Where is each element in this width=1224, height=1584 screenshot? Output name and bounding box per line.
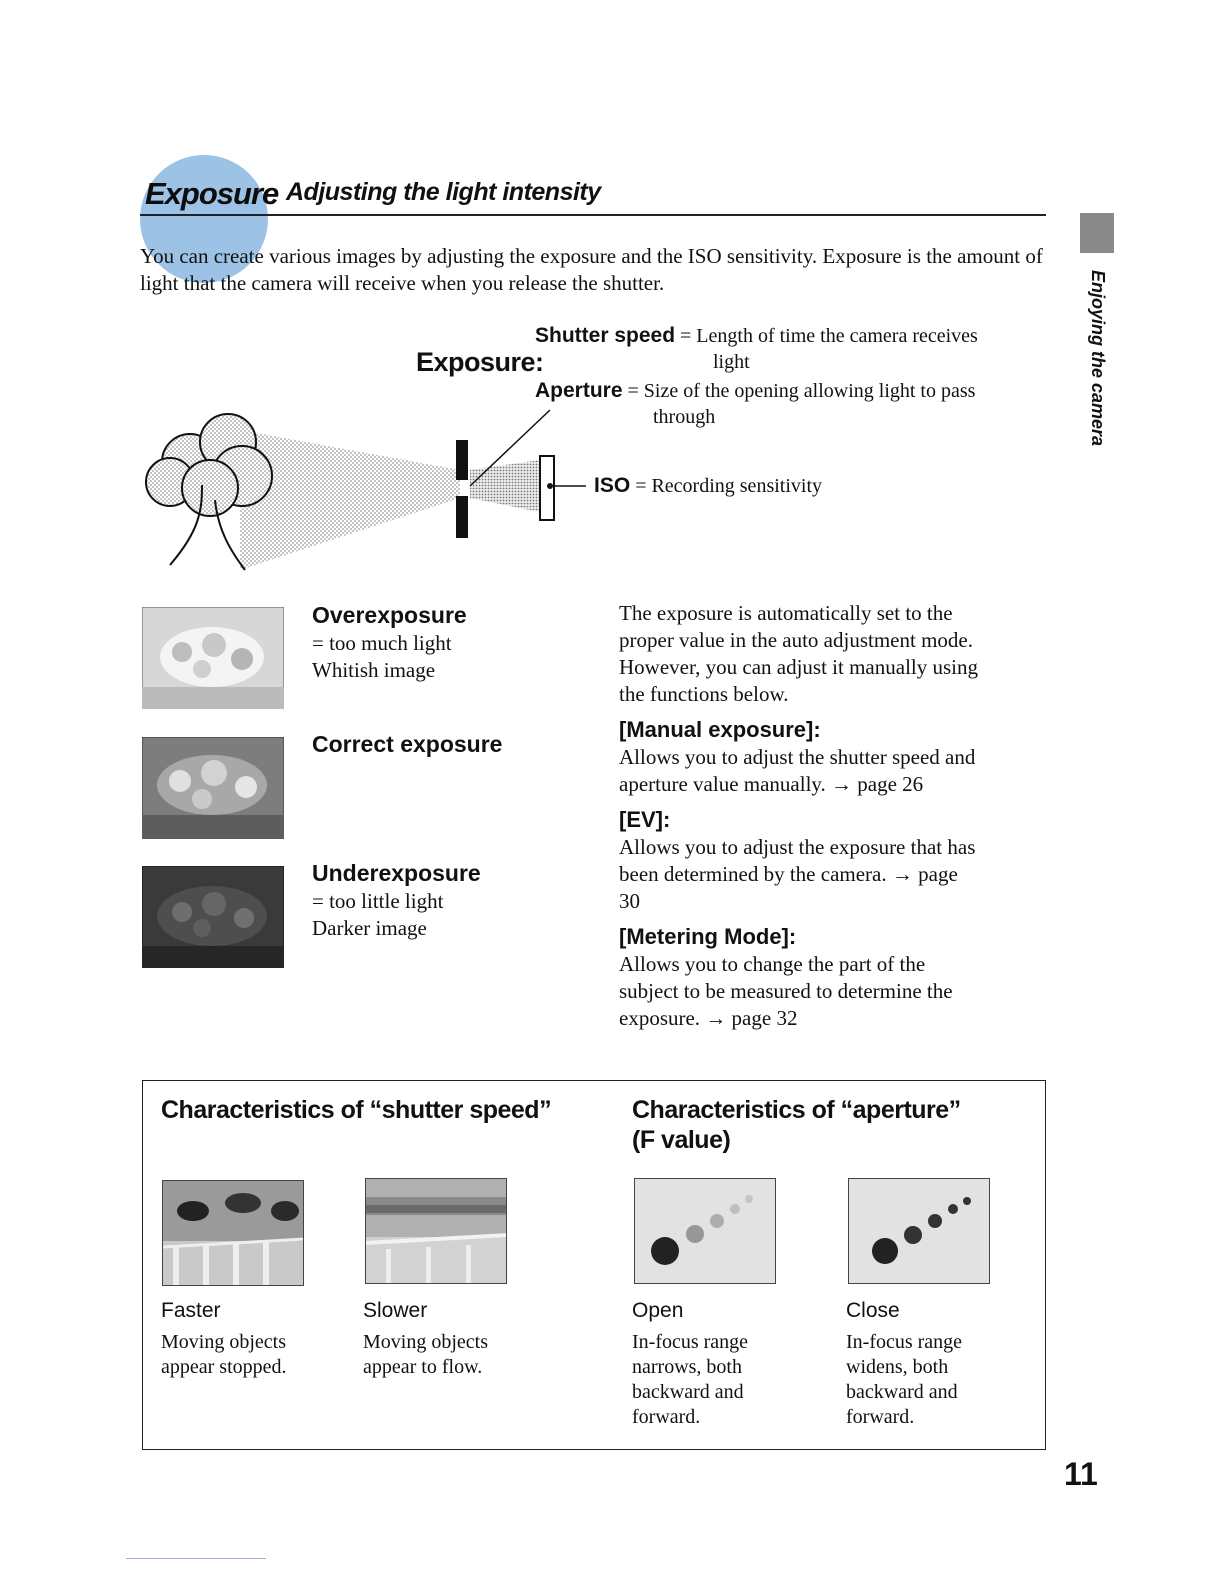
open-desc-3: backward and (632, 1381, 744, 1403)
faster-desc-2: appear stopped. (161, 1356, 287, 1378)
underexposure-line-2: Darker image (312, 916, 427, 940)
open-aperture-photo (634, 1178, 776, 1284)
exposure-label: Exposure: (416, 347, 544, 377)
shutter-top (456, 440, 468, 480)
open-label: Open (632, 1299, 684, 1322)
close-description (846, 1330, 1046, 1430)
intro-paragraph: You can create various images by adjusting the exposure and the ISO sensitivity. Exposure is the amount of light that the camera will receive when you release the shutter. (140, 244, 1043, 295)
ev-heading: [EV]: (619, 807, 671, 832)
metering-mode-line-3: exposure. → page 32 (619, 1006, 798, 1030)
faster-shutter-photo (162, 1180, 304, 1286)
auto-intro-line-4: the functions below. (619, 682, 789, 706)
shutter-speed-def-2: light (713, 351, 750, 373)
metering-mode-line-2: subject to be measured to determine the (619, 979, 953, 1003)
overexposure-title: Overexposure (312, 602, 467, 628)
open-desc-4: forward. (632, 1406, 701, 1428)
open-desc-1: In-focus range (632, 1331, 749, 1353)
metering-mode-heading: [Metering Mode]: (619, 924, 797, 949)
manual-exposure-line-2: aperture value manually. → page 26 (619, 772, 924, 796)
exposure-badge-word: Exposure (145, 176, 279, 211)
light-cone (240, 430, 460, 570)
faster-desc-1: Moving objects (161, 1331, 286, 1353)
close-desc-4: forward. (846, 1406, 915, 1428)
ev-line-2: been determined by the camera. → page (619, 862, 958, 886)
tree-icon (146, 414, 272, 516)
shutter-speed-characteristics-heading: Characteristics of “shutter speed” (161, 1096, 552, 1124)
underexposure-photo (142, 866, 284, 968)
manual-exposure-line-1: Allows you to adjust the shutter speed and (619, 745, 976, 769)
correct-exposure-photo (142, 737, 284, 839)
shutter-speed-def-1: = Length of time the camera receives (680, 325, 978, 347)
section-title: Adjusting the light intensity (286, 178, 601, 206)
underexposure-line-1: = too little light (312, 889, 444, 913)
close-desc-1: In-focus range (846, 1331, 963, 1353)
aperture-definition (535, 379, 975, 403)
shutter-speed-definition (535, 324, 978, 348)
ev-line-1: Allows you to adjust the exposure that has (619, 835, 976, 859)
metering-mode-line-1: Allows you to change the part of the (619, 952, 926, 976)
close-desc-3: backward and (846, 1381, 958, 1403)
overexposure-line-2: Whitish image (312, 658, 436, 682)
iso-term: ISO (594, 474, 631, 497)
overexposure-line-1: = too much light (312, 631, 452, 655)
close-aperture-photo (848, 1178, 990, 1284)
slower-label: Slower (363, 1299, 428, 1322)
iso-def: = Recording sensitivity (635, 475, 823, 497)
exposure-diagram (130, 400, 600, 580)
page-number: 11 (1064, 1456, 1098, 1492)
aperture-def-1: = Size of the opening allowing light to pass (627, 380, 976, 402)
light-cone-narrow (470, 460, 540, 512)
overexposure-photo (142, 607, 284, 709)
exposure-functions-column (619, 600, 1039, 1032)
auto-intro-line-3: However, you can adjust it manually using (619, 655, 978, 679)
ev-line-3: 30 (619, 889, 640, 913)
faster-description (161, 1330, 361, 1380)
aperture-def-2: through (653, 406, 716, 428)
open-desc-2: narrows, both (632, 1356, 742, 1378)
iso-definition (594, 474, 822, 498)
slower-desc-1: Moving objects (363, 1331, 488, 1353)
close-desc-2: widens, both (846, 1356, 949, 1378)
aperture-characteristics-heading: Characteristics of “aperture” (632, 1096, 961, 1124)
characteristics-box (142, 1080, 1046, 1450)
aperture-term: Aperture (535, 379, 623, 402)
side-tab-marker (1080, 213, 1114, 253)
footer-rule (126, 1558, 266, 1559)
slower-shutter-photo (365, 1178, 507, 1284)
faster-label: Faster (161, 1299, 221, 1322)
underexposure-title: Underexposure (312, 860, 481, 886)
auto-intro-line-2: proper value in the auto adjustment mode. (619, 628, 973, 652)
auto-intro-line-1: The exposure is automatically set to the (619, 601, 953, 625)
shutter-speed-term: Shutter speed (535, 324, 676, 347)
slower-description (363, 1330, 563, 1380)
open-description (632, 1330, 832, 1430)
side-tab-label: Enjoying the camera (1088, 270, 1108, 447)
header-rule (140, 214, 1046, 216)
close-label: Close (846, 1299, 900, 1322)
slower-desc-2: appear to flow. (363, 1356, 483, 1378)
shutter-bottom (456, 496, 468, 538)
manual-exposure-heading: [Manual exposure]: (619, 717, 821, 742)
correct-exposure-title: Correct exposure (312, 731, 503, 757)
aperture-characteristics-subheading: (F value) (632, 1126, 731, 1154)
